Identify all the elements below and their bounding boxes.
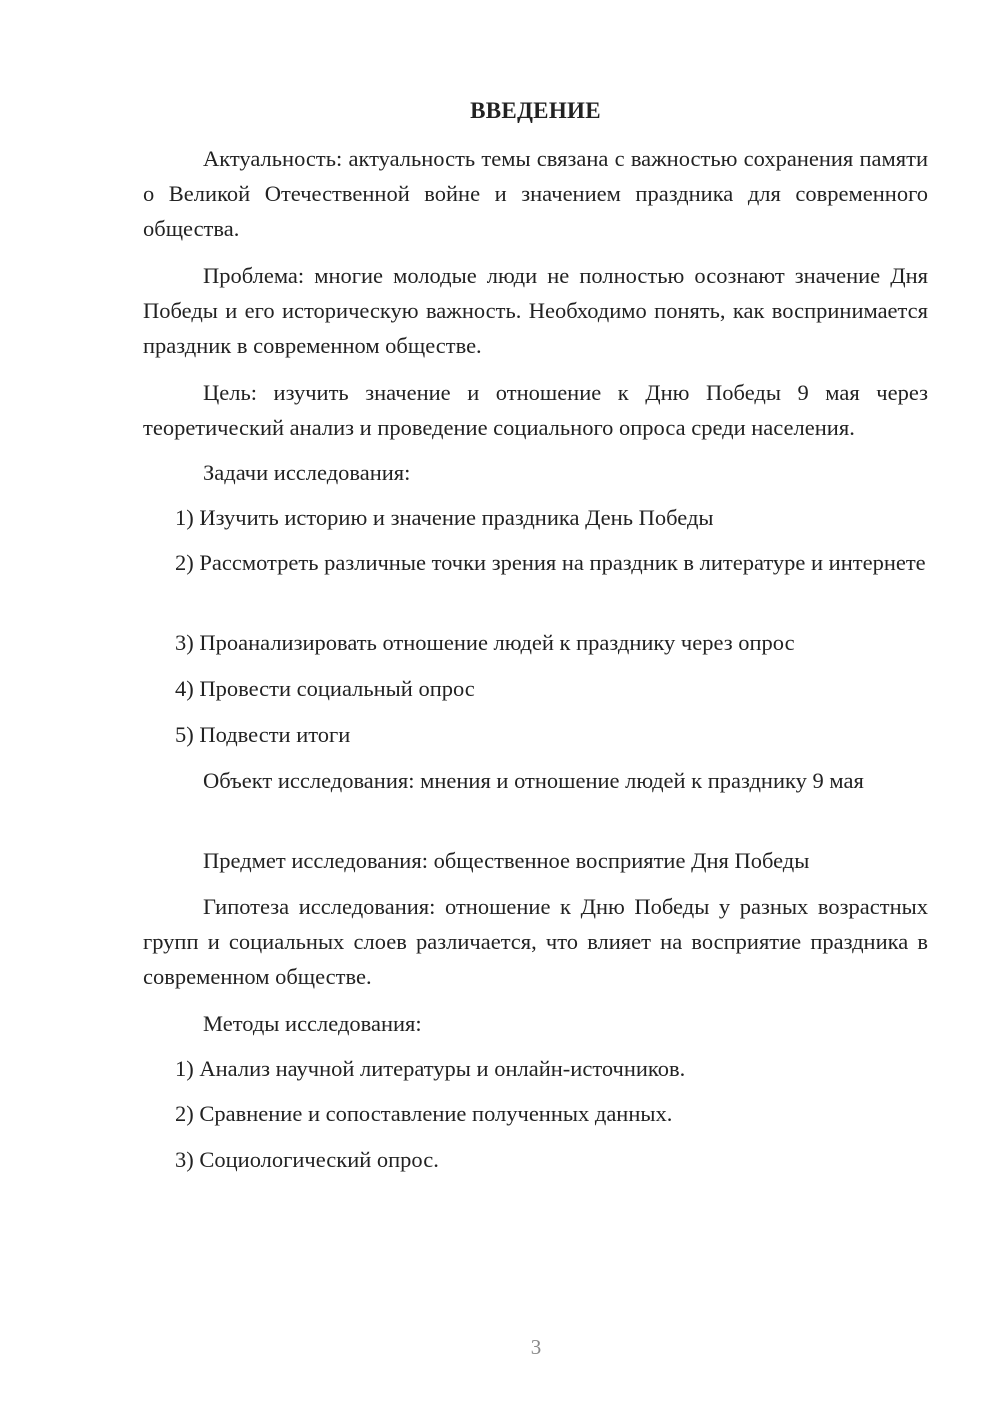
task-item-4: 4) Провести социальный опрос [175,676,475,701]
method-item-1: 1) Анализ научной литературы и онлайн-источников. [175,1056,686,1081]
task-item-1: 1) Изучить историю и значение праздника День Победы [175,505,714,530]
problem-paragraph: Проблема: многие молодые люди не полностью осознают значение Дня Победы и его историческую важность. Необходимо понять, как воспринимается праздник в современном обществе. [143,263,928,358]
goal-paragraph: Цель: изучить значение и отношение к Дню Победы 9 мая через теоретический анализ и проведение социального опроса среди населения. [143,380,928,440]
hypothesis-paragraph: Гипотеза исследования: отношение к Дню Победы у разных возрастных групп и социальных слоев различается, что влияет на восприятие праздника в современном обществе. [143,894,928,989]
section-title: ВВЕДЕНИЕ [470,98,601,123]
page-number: 3 [530,1335,542,1359]
subject-paragraph: Предмет исследования: общественное восприятие Дня Победы [203,848,810,873]
tasks-heading: Задачи исследования: [203,460,411,485]
methods-heading: Методы исследования: [203,1011,422,1036]
task-item-5: 5) Подвести итоги [175,722,351,747]
method-item-3: 3) Социологический опрос. [175,1147,439,1172]
method-item-2: 2) Сравнение и сопоставление полученных данных. [175,1101,673,1126]
task-item-2: 2) Рассмотреть различные точки зрения на праздник в литературе и интернете [175,550,926,575]
task-item-3: 3) Проанализировать отношение людей к празднику через опрос [175,630,795,655]
relevance-paragraph: Актуальность: актуальность темы связана с важностью сохранения памяти о Великой Отечественной войне и значением праздника для современного общества. [143,146,928,241]
object-paragraph: Объект исследования: мнения и отношение людей к празднику 9 мая [203,768,864,793]
